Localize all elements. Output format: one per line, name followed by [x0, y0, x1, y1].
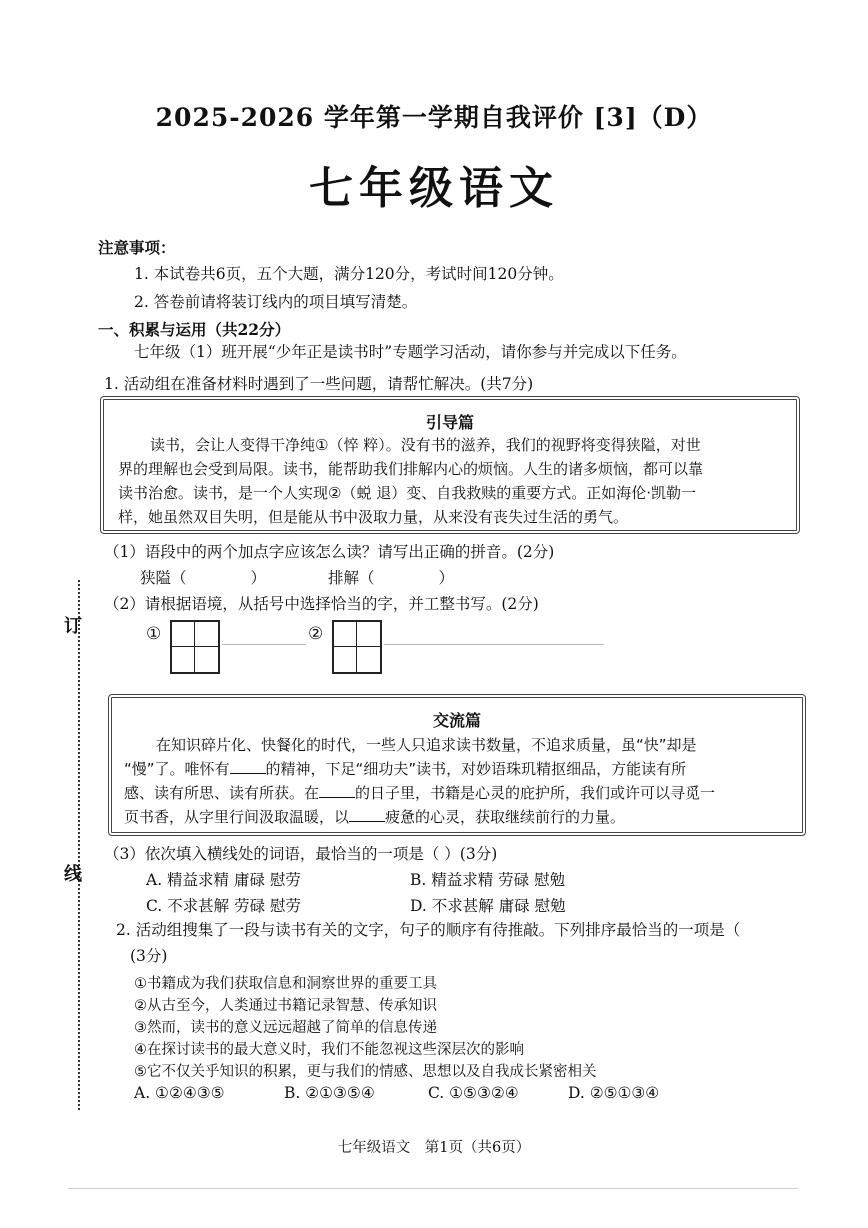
guide-line-3: 读书治愈。读书，是一个人实现②（蜕 退）变、自我救赎的重要方式。正如海伦·凯勒一 — [118, 484, 696, 502]
option-d[interactable]: D. 不求甚解 庸碌 慰勉 — [410, 897, 566, 915]
exam-title: 2025-2026 学年第一学期自我评价 [3]（D） — [155, 103, 713, 132]
footer-divider — [68, 1188, 798, 1189]
guide-passage-title: 引导篇 — [425, 413, 474, 432]
sentence-3: ③然而，读书的意义远远超越了简单的信息传递 — [134, 1020, 437, 1036]
pinyin-label-2: 排解（ — [328, 569, 375, 587]
q2-option-b[interactable]: B. ②①③⑤④ — [284, 1084, 375, 1102]
writing-guide-line-2 — [384, 644, 604, 645]
exchange-line-4a: 页书香，从字里行间汲取温暖，以 — [124, 808, 350, 826]
exchange-line-3b: 的日子里，书籍是心灵的庇护所，我们或许可以寻觅一 — [355, 784, 716, 802]
q2-option-d[interactable]: D. ②⑤①③④ — [568, 1084, 660, 1102]
q2-option-c[interactable]: C. ①⑤③②④ — [428, 1084, 519, 1102]
exchange-line-3a: 感、读有所思、读有所获。在 — [124, 784, 320, 802]
notes-item-2: 2. 答卷前请将装订线内的项目填写清楚。 — [134, 293, 418, 311]
fill-blank-2[interactable] — [319, 783, 355, 798]
section-heading: 一、积累与运用（共22分） — [98, 320, 291, 339]
binding-char-ding: 订 — [64, 616, 82, 637]
sentence-4: ④在探讨读书的最大意义时，我们不能忽视这些深层次的影响 — [134, 1042, 524, 1058]
exchange-line-4b: 疲惫的心灵，获取继续前行的力量。 — [385, 808, 626, 826]
pinyin-answer-2[interactable] — [328, 566, 454, 588]
guide-line-1: 读书，会让人变得干净纯①（悴 粹）。没有书的滋养，我们的视野将变得狭隘，对世 — [150, 436, 701, 454]
notes-item-1: 1. 本试卷共6页，五个大题，满分120分，考试时间120分钟。 — [134, 265, 564, 283]
guide-line-2: 界的理解也会受到局限。读书，能帮助我们排解内心的烦恼。人生的诸多烦恼，都可以靠 — [118, 460, 704, 478]
exchange-line-2b: 的精神，下足“细功夫”读书，对妙语珠玑精抠细品，方能读有所 — [265, 760, 687, 778]
subject-title: 七年级语文 — [309, 163, 559, 214]
exchange-passage-title: 交流篇 — [432, 711, 481, 730]
pinyin-label-1: 狭隘（ — [140, 569, 187, 587]
fill-blank-3[interactable] — [349, 807, 385, 822]
writing-mark-1: ① — [146, 624, 162, 644]
question-2-prompt: 2. 活动组搜集了一段与读书有关的文字，句子的顺序有待推敲。下列排序最恰当的一项是（ — [116, 921, 741, 939]
option-a[interactable]: A. 精益求精 庸碌 慰劳 — [146, 871, 301, 889]
exchange-line-2 — [124, 758, 686, 779]
sentence-2: ②从古至今，人类通过书籍记录智慧、传承知识 — [134, 998, 437, 1014]
option-c[interactable]: C. 不求甚解 劳碌 慰劳 — [146, 897, 302, 915]
guide-line-4: 样，她虽然双目失明，但是能从书中汲取力量，从来没有丧失过生活的勇气。 — [118, 508, 629, 526]
binding-char-xian: 线 — [64, 864, 82, 885]
subquestion-3: （3）依次填入横线处的词语，最恰当的一项是（ ）(3分) — [104, 845, 498, 863]
option-b[interactable]: B. 精益求精 劳碌 慰勉 — [410, 871, 566, 889]
notes-heading: 注意事项： — [98, 238, 176, 257]
question-1-prompt: 1. 活动组在准备材料时遇到了一些问题，请帮忙解决。(共7分) — [104, 375, 534, 393]
exchange-passage-box — [108, 694, 806, 836]
question-2-score: (3分) — [130, 947, 168, 965]
exchange-line-2a: “慢”了。唯怀有 — [124, 760, 230, 778]
guide-passage-box — [100, 396, 800, 534]
writing-guide-line-1 — [222, 644, 306, 645]
exchange-line-3 — [124, 782, 715, 803]
page-footer: 七年级语文 第1页（共6页） — [337, 1140, 531, 1156]
writing-grid-2[interactable] — [332, 620, 382, 674]
exchange-line-4 — [124, 806, 625, 827]
sentence-5: ⑤它不仅关乎知识的积累，更与我们的情感、思想以及自我成长紧密相关 — [134, 1064, 597, 1080]
binding-line — [78, 580, 80, 1110]
sentence-1: ①书籍成为我们获取信息和洞察世界的重要工具 — [134, 976, 437, 992]
pinyin-close-1: ） — [250, 569, 267, 587]
fill-blank-1[interactable] — [230, 759, 266, 774]
section-intro: 七年级（1）班开展“少年正是读书时”专题学习活动，请你参与并完成以下任务。 — [134, 343, 687, 361]
writing-grid-1[interactable] — [170, 620, 220, 674]
exchange-line-1: 在知识碎片化、快餐化的时代，一些人只追求读书数量，不追求质量，虽“快”却是 — [156, 736, 697, 754]
writing-mark-2: ② — [308, 624, 324, 644]
q2-option-a[interactable]: A. ①②④③⑤ — [134, 1084, 225, 1102]
pinyin-close-2: ） — [438, 569, 455, 587]
subquestion-2: （2）请根据语境，从括号中选择恰当的字，并工整书写。(2分) — [104, 595, 539, 613]
pinyin-answer-1[interactable] — [140, 566, 266, 588]
subquestion-1: （1）语段中的两个加点字应该怎么读？请写出正确的拼音。(2分) — [104, 543, 555, 561]
